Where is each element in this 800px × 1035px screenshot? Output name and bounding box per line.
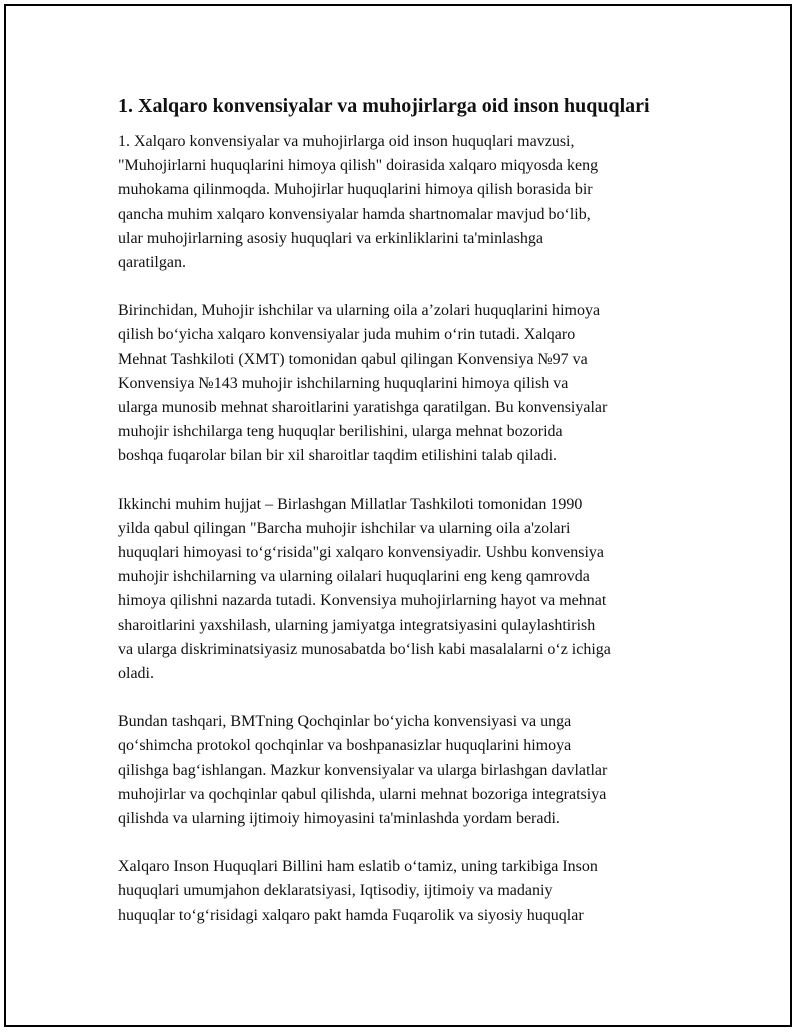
text-line: huquqlari himoyasi toʻgʻrisida"gi xalqaro konvensiyadir. Ushbu konvensiya	[118, 544, 605, 562]
page-title: 1. Xalqaro konvensiyalar va muhojirlarga oid inson huquqlari	[118, 95, 650, 117]
text-line: muhokama qilinmoqda. Muhojirlar huquqlarini himoya qilish borasida bir	[118, 181, 593, 199]
paragraph-4	[118, 710, 688, 831]
text-line: Xalqaro Inson Huquqlari Billini ham eslatib oʻtamiz, uning tarkibiga Inson	[118, 858, 598, 876]
text-line: muhojir ishchilarga teng huquqlar berilishini, ularga mehnat bozorida	[118, 423, 563, 441]
text-line: Bundan tashqari, BMTning Qochqinlar boʻyicha konvensiyasi va unga	[118, 713, 572, 731]
text-line: huquqlar toʻgʻrisidagi xalqaro pakt hamda Fuqarolik va siyosiy huquqlar	[118, 906, 584, 924]
paragraph-3	[118, 493, 688, 687]
text-line: 1. Xalqaro konvensiyalar va muhojirlarga oid inson huquqlari mavzusi,	[118, 133, 575, 150]
text-line: boshqa fuqarolar bilan bir xil sharoitlar taqdim etilishini talab qiladi.	[118, 447, 558, 465]
text-line: muhojirlar va qochqinlar qabul qilishda, ularni mehnat bozoriga integratsiya	[118, 785, 607, 803]
paragraph-2	[118, 299, 688, 468]
text-line: qilishga bagʻishlangan. Mazkur konvensiyalar va ularga birlashgan davlatlar	[118, 761, 608, 779]
text-line: huquqlari umumjahon deklaratsiyasi, Iqtisodiy, ijtimoiy va madaniy	[118, 882, 553, 900]
text-line: Ikkinchi muhim hujjat – Birlashgan Millatlar Tashkiloti tomonidan 1990	[118, 495, 583, 513]
text-line: qilish boʻyicha xalqaro konvensiyalar juda muhim oʻrin tutadi. Xalqaro	[118, 326, 576, 344]
text-line: qaratilgan.	[118, 254, 186, 272]
text-line: "Muhojirlarni huquqlarini himoya qilish" doirasida xalqaro miqyosda keng	[118, 157, 599, 175]
text-line: muhojir ishchilarning va ularning oilalari huquqlarini eng keng qamrovda	[118, 568, 590, 586]
text-line: oladi.	[118, 665, 154, 683]
text-line: va ularga diskriminatsiyasiz munosabatda boʻlish kabi masalalarni oʻz ichiga	[118, 640, 611, 658]
text-line: ularga munosib mehnat sharoitlarini yaratishga qaratilgan. Bu konvensiyalar	[118, 399, 608, 417]
paragraph-5	[118, 855, 688, 928]
text-line: Konvensiya №143 muhojir ishchilarning huquqlarini himoya qilish va	[118, 374, 569, 392]
document-content	[118, 92, 688, 952]
text-line: ular muhojirlarning asosiy huquqlari va erkinliklarini ta'minlashga	[118, 229, 544, 247]
text-line: qilishda va ularning ijtimoiy himoyasini ta'minlashda yordam beradi.	[118, 810, 560, 828]
text-line: Birinchidan, Muhojir ishchilar va ularning oila a’zolari huquqlarini himoya	[118, 302, 601, 320]
text-line: Mehnat Tashkiloti (XMT) tomonidan qabul qilingan Konvensiya №97 va	[118, 350, 588, 368]
paragraph-1	[118, 130, 688, 275]
text-line: yilda qabul qilingan "Barcha muhojir ishchilar va ularning oila a'zolari	[118, 519, 571, 537]
text-line: sharoitlarini yaxshilash, ularning jamiyatga integratsiyasini qulaylashtirish	[118, 616, 596, 634]
text-line: qoʻshimcha protokol qochqinlar va boshpanasizlar huquqlarini himoya	[118, 737, 572, 755]
text-line: qancha muhim xalqaro konvensiyalar hamda shartnomalar mavjud boʻlib,	[118, 205, 591, 223]
text-line: himoya qilishni nazarda tutadi. Konvensiya muhojirlarning hayot va mehnat	[118, 592, 607, 610]
